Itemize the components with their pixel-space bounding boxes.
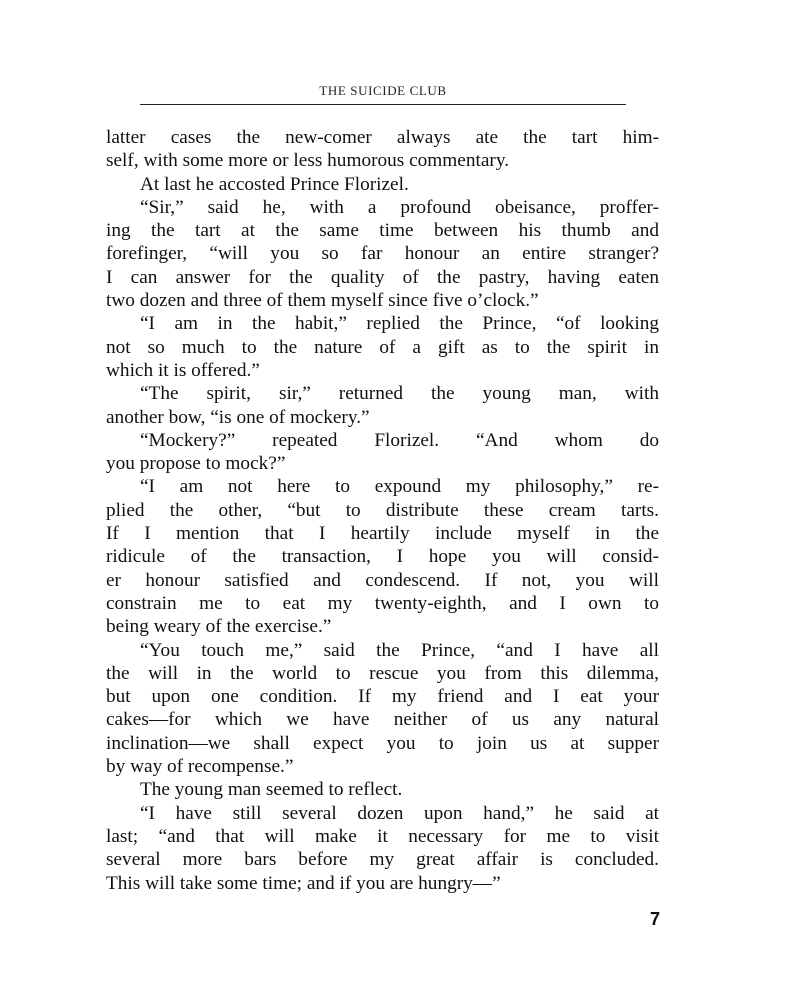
text-line: latter cases the new-comer always ate the tart him- xyxy=(106,127,659,148)
paragraph xyxy=(106,639,659,779)
text-line: plied the other, “but to distribute these cream tarts. xyxy=(106,499,659,521)
paragraph xyxy=(106,126,659,173)
text-line: er honour satisfied and condescend. If not, you will xyxy=(106,569,659,591)
text-line: constrain me to eat my twenty-eighth, and I own to xyxy=(106,592,659,614)
text-line: “You touch me,” said the Prince, “and I have all xyxy=(140,639,659,661)
text-line: last; “and that will make it necessary for me to visit xyxy=(106,825,659,847)
text-line: but upon one condition. If my friend and I eat your xyxy=(106,686,659,708)
text-line: being weary of the exercise.” xyxy=(106,616,332,638)
text-line: ridicule of the transaction, I hope you will consid- xyxy=(106,546,659,568)
page-number: 7 xyxy=(649,909,660,929)
text-line: “I am in the habit,” replied the Prince, “of looking xyxy=(140,313,659,335)
paragraph xyxy=(106,196,659,312)
paragraph xyxy=(106,802,659,895)
text-line: “The spirit, sir,” returned the young man, with xyxy=(140,383,659,405)
text-line: which it is offered.” xyxy=(106,359,260,381)
text-line: self, with some more or less humorous commentary. xyxy=(106,150,510,172)
paragraph xyxy=(106,429,659,476)
text-line: not so much to the nature of a gift as to the spirit in xyxy=(106,336,659,358)
text-line: “I have still several dozen upon hand,” he said at xyxy=(140,802,659,824)
text-line: the will in the world to rescue you from this dilemma, xyxy=(106,662,659,684)
paragraph xyxy=(106,778,659,801)
text-line: you propose to mock?” xyxy=(106,453,286,475)
header-rule xyxy=(140,104,626,105)
running-head-title: THE SUICIDE CLUB xyxy=(319,83,447,98)
text-line: forefinger, “will you so far honour an entire stranger? xyxy=(106,243,659,265)
text-line: This will take some time; and if you are hungry—” xyxy=(106,872,501,894)
text-line: I can answer for the quality of the pastry, having eaten xyxy=(106,266,659,288)
paragraph xyxy=(106,173,659,196)
text-line: cakes—for which we have neither of us any natural xyxy=(106,709,659,731)
text-line: another bow, “is one of mockery.” xyxy=(106,406,370,428)
paragraph xyxy=(106,475,659,638)
text-line: ing the tart at the same time between his thumb and xyxy=(106,220,659,242)
text-line: by way of recompense.” xyxy=(106,756,294,778)
text-line: “I am not here to expound my philosophy,” re- xyxy=(140,476,659,498)
text-line: several more bars before my great affair is concluded. xyxy=(106,849,659,871)
text-line: If I mention that I heartily include myself in the xyxy=(106,523,659,545)
paragraph xyxy=(106,312,659,382)
text-line: The young man seemed to reflect. xyxy=(140,779,403,801)
paragraph xyxy=(106,382,659,429)
body-text xyxy=(106,126,659,895)
text-line: At last he accosted Prince Florizel. xyxy=(140,173,409,195)
text-line: “Mockery?” repeated Florizel. “And whom do xyxy=(140,429,659,451)
text-line: inclination—we shall expect you to join us at supper xyxy=(106,732,659,754)
text-line: “Sir,” said he, with a profound obeisance, proffer- xyxy=(140,196,659,218)
text-line: two dozen and three of them myself since five o’clock.” xyxy=(106,290,539,312)
